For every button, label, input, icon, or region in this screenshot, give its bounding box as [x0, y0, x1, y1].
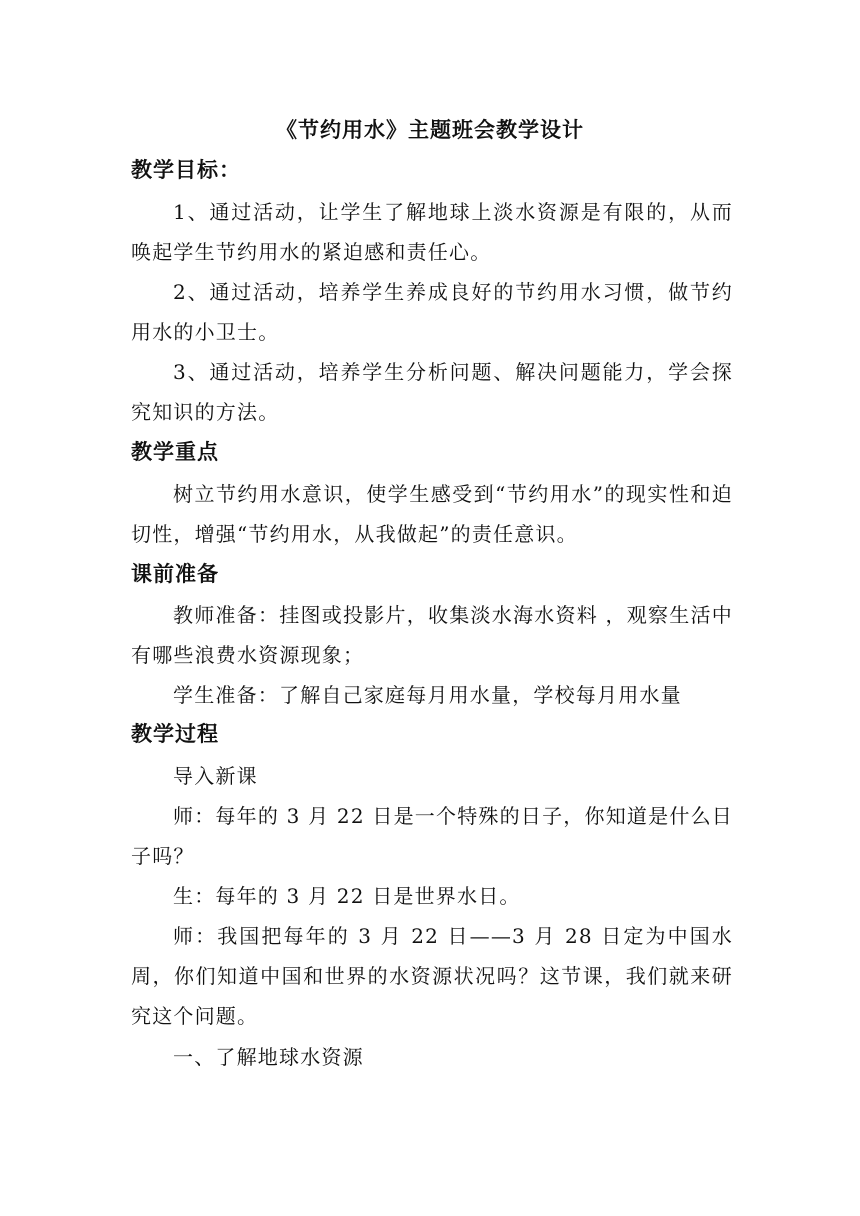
process-intro: 导入新课 — [173, 764, 258, 788]
prep-student: 学生准备：了解自己家庭每月用水量，学校每月用水量 — [173, 683, 682, 707]
document-title: 《节约用水》主题班会教学设计 — [276, 117, 584, 142]
heading-preparation: 课前准备 — [131, 561, 219, 586]
dialogue-line-3: 师：我国把每年的 3 月 22 日——3 月 28 日定为中国水周，你们知道中国和世界的水资源状况吗？这节课，我们就来研究这个问题。 — [131, 924, 733, 1028]
heading-teaching-focus: 教学重点 — [131, 439, 219, 464]
goal-item-2: 2、通过活动，培养学生养成良好的节约用水习惯，做节约用水的小卫士。 — [131, 280, 733, 344]
dialogue-line-2: 生：每年的 3 月 22 日是世界水日。 — [173, 884, 521, 908]
prep-teacher: 教师准备：挂图或投影片，收集淡水海水资料 ，观察生活中有哪些浪费水资源现象； — [131, 603, 733, 667]
focus-text: 树立节约用水意识，使学生感受到“节约用水”的现实性和迫切性，增强“节约用水，从我做起”的责任意识。 — [131, 482, 733, 546]
dialogue-line-1: 师：每年的 3 月 22 日是一个特殊的日子，你知道是什么日子吗？ — [131, 804, 733, 868]
heading-teaching-goals: 教学目标： — [131, 157, 241, 182]
heading-teaching-process: 教学过程 — [131, 721, 219, 746]
section-part-one: 一、了解地球水资源 — [173, 1045, 364, 1069]
goal-item-1: 1、通过活动，让学生了解地球上淡水资源是有限的，从而唤起学生节约用水的紧迫感和责任心。 — [131, 200, 733, 264]
goal-item-3: 3、通过活动，培养学生分析问题、解决问题能力，学会探究知识的方法。 — [131, 360, 733, 424]
